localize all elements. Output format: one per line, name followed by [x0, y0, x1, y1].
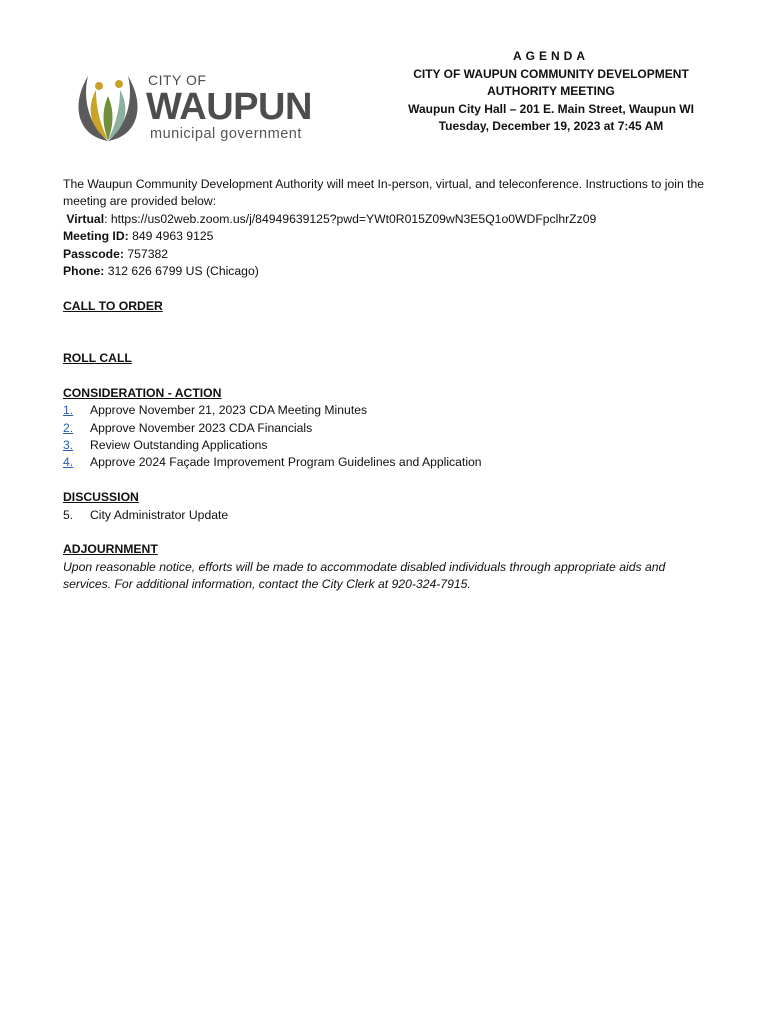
- list-item: [63, 402, 713, 419]
- item-number-link[interactable]: 3.: [63, 438, 74, 453]
- passcode-label: Passcode:: [63, 246, 124, 261]
- list-item: [63, 507, 713, 524]
- section-adjournment: ADJOURNMENT: [63, 542, 158, 557]
- item-text: City Administrator Update: [90, 507, 229, 522]
- section-roll-call: ROLL CALL: [63, 351, 132, 366]
- waupun-leaf-logo-icon: [68, 66, 148, 146]
- item-number: 5.: [63, 507, 74, 522]
- phone-label: Phone:: [63, 264, 105, 279]
- item-text: Review Outstanding Applications: [90, 438, 268, 453]
- virtual-label: Virtual: [66, 211, 105, 226]
- zoom-link[interactable]: : https://us02web.zoom.us/j/84949639125?pwd=YWt0R015Z09wN3E5Q1o0WDFpclhrZz09: [104, 211, 597, 226]
- logo-name: WAUPUN: [146, 86, 312, 128]
- meeting-id-line: [63, 228, 713, 245]
- item-text: Approve 2024 Façade Improvement Program Guidelines and Application: [90, 455, 482, 470]
- logo-city-label: CITY OF: [148, 72, 207, 88]
- item-number-link[interactable]: 1.: [63, 403, 74, 418]
- phone-line: [63, 263, 713, 280]
- list-item: [63, 420, 713, 437]
- agenda-body: [63, 176, 713, 594]
- list-item: [63, 437, 713, 454]
- section-discussion: DISCUSSION: [63, 490, 139, 505]
- accessibility-notice: Upon reasonable notice, efforts will be made to accommodate disabled individuals through appropriate aids and services. For additional information, contact the City Clerk at 920-324-7915.: [63, 559, 666, 592]
- section-call-to-order: CALL TO ORDER: [63, 298, 163, 313]
- section-consideration: CONSIDERATION - ACTION: [63, 385, 222, 400]
- item-number-link[interactable]: 4.: [63, 455, 74, 470]
- virtual-line: [63, 211, 713, 228]
- meeting-id-label: Meeting ID:: [63, 229, 129, 244]
- passcode-line: [63, 246, 713, 263]
- header-location: Waupun City Hall – 201 E. Main Street, Waupun WI: [408, 101, 694, 116]
- logo-subtitle: municipal government: [150, 126, 302, 142]
- agenda-header: [398, 48, 704, 136]
- list-item: [63, 454, 713, 471]
- header-line-2: AUTHORITY MEETING: [487, 84, 615, 98]
- meeting-id-value: 849 4963 9125: [128, 229, 214, 244]
- intro-text: The Waupun Community Development Authority will meet In-person, virtual, and teleconference. Instructions to join the meeting are provided below:: [63, 177, 705, 209]
- phone-value: 312 626 6799 US (Chicago): [104, 264, 259, 279]
- header-line-1: CITY OF WAUPUN COMMUNITY DEVELOPMENT: [413, 66, 689, 81]
- item-text: Approve November 21, 2023 CDA Meeting Minutes: [90, 403, 368, 418]
- item-text: Approve November 2023 CDA Financials: [90, 420, 313, 435]
- item-number-link[interactable]: 2.: [63, 420, 74, 435]
- header-datetime: Tuesday, December 19, 2023 at 7:45 AM: [438, 119, 664, 133]
- agenda-title: AGENDA: [512, 49, 589, 63]
- passcode-value: 757382: [123, 246, 169, 261]
